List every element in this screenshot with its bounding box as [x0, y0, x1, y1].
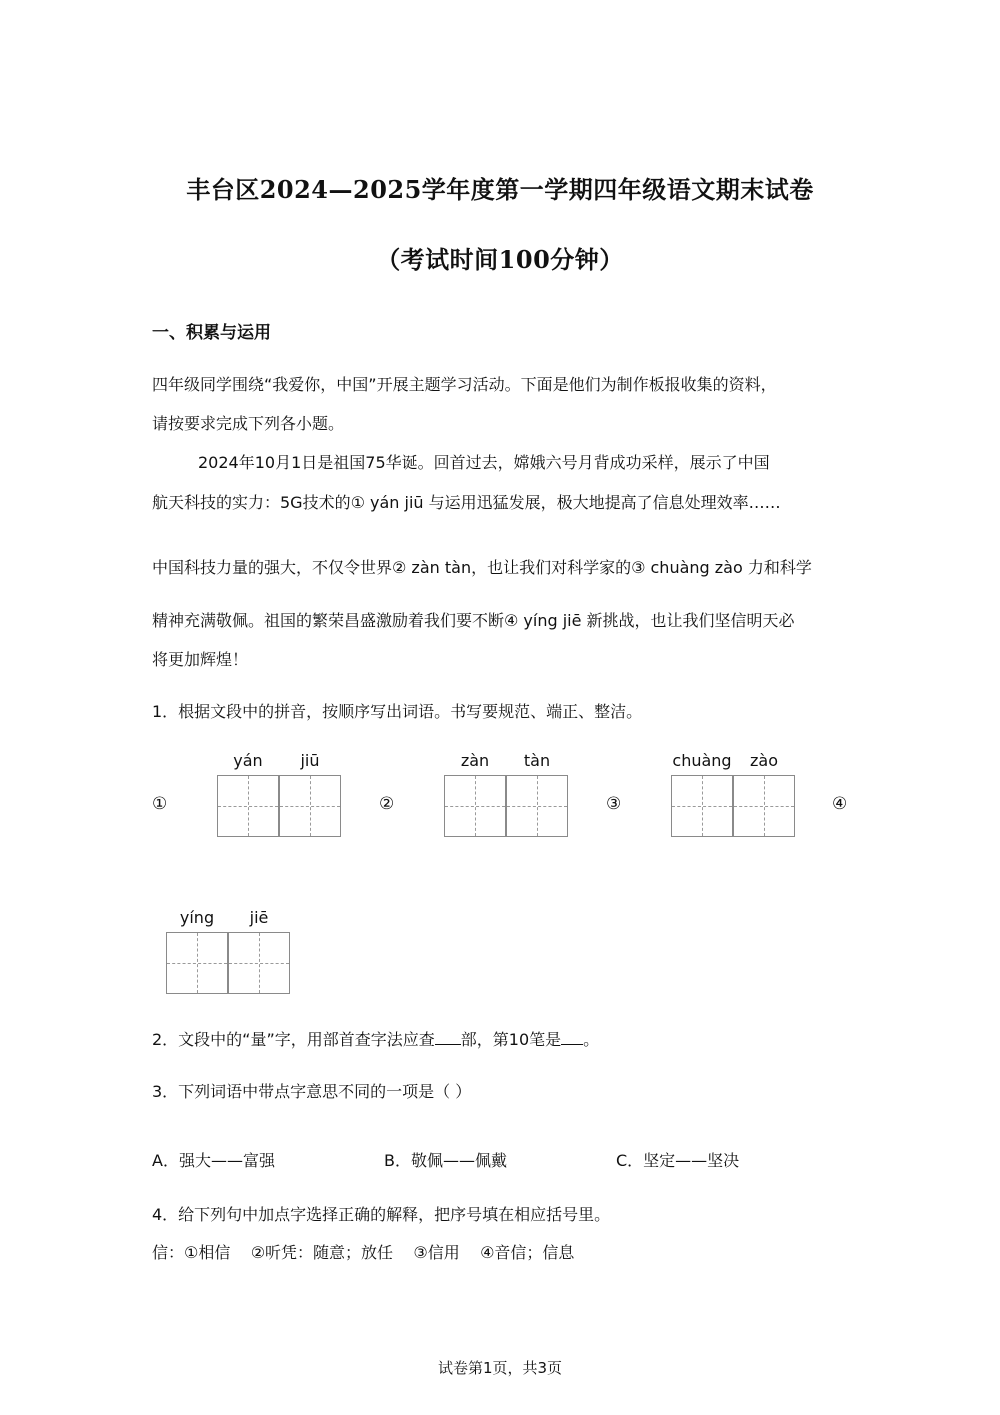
passage-line-3: 中国科技力量的强大，不仅令世界② zàn tàn，也让我们对科学家的③ chuàng zào 力和科学	[152, 558, 812, 577]
writing-grid-1[interactable]	[217, 751, 343, 837]
question-3: 3．下列词语中带点字意思不同的一项是（ ）	[152, 1082, 472, 1101]
writing-grid-4[interactable]	[166, 908, 292, 994]
passage-line-2: 航天科技的实力：5G技术的① yán jiū 与运用迅猛发展，极大地提高了信息处理效率……	[152, 493, 781, 512]
question-2-part-a: 2．文段中的“量”字，用部首查字法应查	[152, 1030, 435, 1049]
pinyin-label: zàn	[460, 751, 490, 770]
definition-list: 信：①相信 ②听凭：随意；放任 ③信用 ④音信；信息	[152, 1243, 575, 1262]
answer-label-1: ①	[152, 794, 168, 814]
pinyin-label: yán	[233, 751, 263, 770]
tian-grid-box[interactable]	[228, 932, 290, 994]
tian-grid-box[interactable]	[671, 775, 733, 837]
tian-grid-box[interactable]	[733, 775, 795, 837]
passage-line-4: 精神充满敬佩。祖国的繁荣昌盛激励着我们要不断④ yíng jiē 新挑战，也让我们坚信明天必	[152, 611, 795, 630]
pinyin-label: jiū	[300, 751, 320, 770]
passage-line-5: 将更加辉煌！	[152, 650, 249, 669]
pinyin-label: chuàng	[672, 751, 732, 770]
option-c[interactable]: C．坚定——坚决	[616, 1151, 740, 1170]
page-title: 丰台区2024—2025学年度第一学期四年级语文期末试卷	[186, 175, 814, 204]
answer-label-2: ②	[379, 794, 395, 814]
pinyin-label: yíng	[179, 908, 215, 927]
tian-grid-box[interactable]	[444, 775, 506, 837]
answer-label-4: ④	[832, 794, 848, 814]
writing-grid-2[interactable]	[444, 751, 570, 837]
passage-line-1: 2024年10月1日是祖国75华诞。回首过去，嫦娥六号月背成功采样，展示了中国	[198, 453, 770, 472]
answer-blank-stroke[interactable]	[561, 1043, 583, 1045]
question-2	[152, 1027, 599, 1050]
pinyin-label: zào	[750, 751, 778, 770]
tian-grid-box[interactable]	[166, 932, 228, 994]
option-b[interactable]: B．敬佩——佩戴	[384, 1151, 507, 1170]
pinyin-label: tàn	[523, 751, 551, 770]
answer-blank-radical[interactable]	[435, 1043, 461, 1045]
question-2-part-c: 。	[583, 1030, 600, 1049]
option-a[interactable]: A．强大——富强	[152, 1151, 275, 1170]
question-1: 1．根据文段中的拼音，按顺序写出词语。书写要规范、端正、整洁。	[152, 702, 643, 721]
page-footer: 试卷第1页，共3页	[437, 1359, 563, 1377]
tian-grid-box[interactable]	[217, 775, 279, 837]
tian-grid-box[interactable]	[279, 775, 341, 837]
question-4: 4．给下列句中加点字选择正确的解释，把序号填在相应括号里。	[152, 1205, 611, 1224]
page-subtitle: （考试时间100分钟）	[376, 245, 624, 274]
answer-label-3: ③	[606, 794, 622, 814]
question-2-part-b: 部，第10笔是	[460, 1030, 562, 1049]
pinyin-label: jiē	[249, 908, 269, 927]
section-heading: 一、积累与运用	[152, 323, 271, 343]
tian-grid-box[interactable]	[506, 775, 568, 837]
intro-line-2: 请按要求完成下列各小题。	[152, 414, 345, 433]
writing-grid-3[interactable]	[671, 751, 797, 837]
intro-line-1: 四年级同学围绕“我爱你，中国”开展主题学习活动。下面是他们为制作板报收集的资料，	[152, 375, 777, 394]
